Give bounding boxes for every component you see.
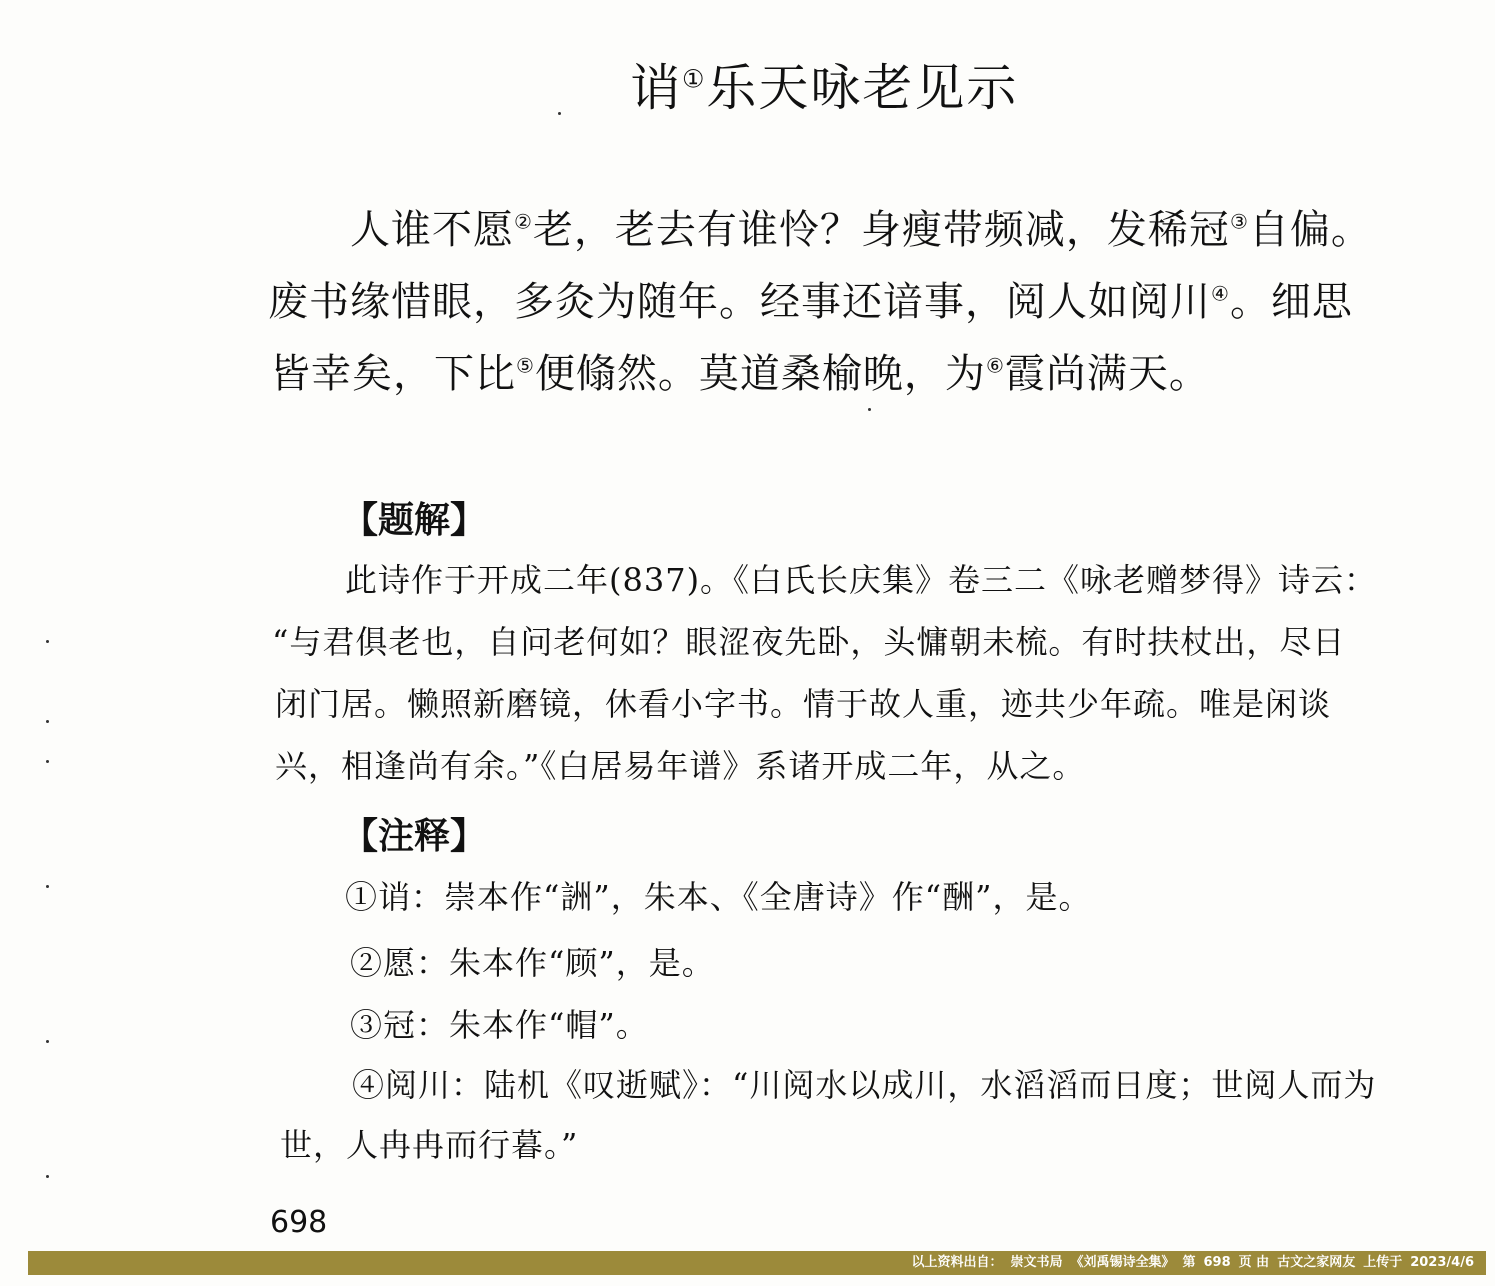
scan-speck <box>46 640 49 643</box>
footer-upload-label: 上传于 <box>1363 1255 1403 1270</box>
scan-speck <box>46 760 49 763</box>
footer-uploader: 古文之家网友 <box>1277 1255 1356 1270</box>
footer-publisher: 崇文书局 <box>1010 1255 1063 1270</box>
footer-book: 《刘禹锡诗全集》 <box>1070 1255 1175 1270</box>
footer-source-label: 以上资料出自： <box>911 1255 1003 1270</box>
page-number: 698 <box>270 1205 328 1240</box>
tijie-line-1: 此诗作于开成二年(837)。《白氏长庆集》卷三二《咏老赠梦得》诗云： <box>345 561 1378 599</box>
footnote-marker-1: ① <box>682 64 707 94</box>
poem-text: 皆幸矣，下比 <box>270 351 516 397</box>
title-text-after: 乐天咏老见示 <box>706 59 1019 117</box>
tijie-line-3: 闭门居。懒照新磨镜，休看小字书。情于故人重，迹共少年疏。唯是闲谈 <box>275 685 1332 723</box>
footer-page-suffix: 页 由 <box>1238 1255 1270 1270</box>
poem-text: 。细思 <box>1229 279 1353 325</box>
tijie-line-4: 兴，相逢尚有余。”《白居易年谱》系诸开成二年，从之。 <box>275 747 1086 785</box>
poem-text: 便翛然。莫道桑榆晚，为 <box>534 351 986 397</box>
note-4: ④阅川：陆机《叹逝赋》：“川阅水以成川，水滔滔而日度；世阅人而为 <box>352 1066 1377 1104</box>
footnote-marker-2: ② <box>514 209 533 234</box>
footer-page-prefix: 第 <box>1182 1255 1196 1270</box>
poem-text: 人谁不愿 <box>350 207 514 253</box>
scan-speck <box>868 408 871 411</box>
tijie-heading: 【题解】 <box>342 500 487 541</box>
tijie-line-2: “与君俱老也，自问老何如？眼涩夜先卧，头慵朝未梳。有时扶杖出，尽日 <box>272 623 1346 661</box>
footer-date: 2023/4/6 <box>1410 1255 1474 1270</box>
scan-speck <box>558 112 561 115</box>
poem-line-3 <box>270 342 1210 399</box>
footnote-marker-4: ④ <box>1211 281 1230 306</box>
poem-text: 霞尚满天。 <box>1004 351 1210 397</box>
scan-speck <box>46 885 49 888</box>
poem-text: 废书缘惜眼，多灸为随年。经事还谙事，阅人如阅川 <box>268 279 1211 325</box>
footer-page: 698 <box>1203 1255 1231 1270</box>
poem-title <box>630 48 1018 120</box>
zhushi-heading: 【注释】 <box>342 816 487 857</box>
note-3: ③冠：朱本作“帽”。 <box>350 1006 649 1044</box>
source-footer-bar <box>28 1251 1486 1275</box>
poem-text: 老，老去有谁怜？身瘦带频减，发稀冠 <box>532 207 1230 253</box>
footnote-marker-5: ⑤ <box>516 353 535 378</box>
poem-text: 自偏。 <box>1248 207 1372 253</box>
footnote-marker-3: ③ <box>1229 209 1249 234</box>
title-text-before: 诮 <box>630 59 682 117</box>
scan-speck <box>46 1175 49 1178</box>
note-2: ②愿：朱本作“顾”，是。 <box>350 944 715 982</box>
scan-speck <box>46 1040 49 1043</box>
note-4-continued: 世，人冉冉而行暮。” <box>280 1126 579 1164</box>
footnote-marker-6: ⑥ <box>985 353 1005 378</box>
poem-line-2 <box>268 270 1353 327</box>
scan-speck <box>46 720 49 723</box>
poem-line-1 <box>350 198 1372 255</box>
note-1: ①诮：崇本作“詶”，朱本、《全唐诗》作“酬”，是。 <box>345 878 1092 916</box>
